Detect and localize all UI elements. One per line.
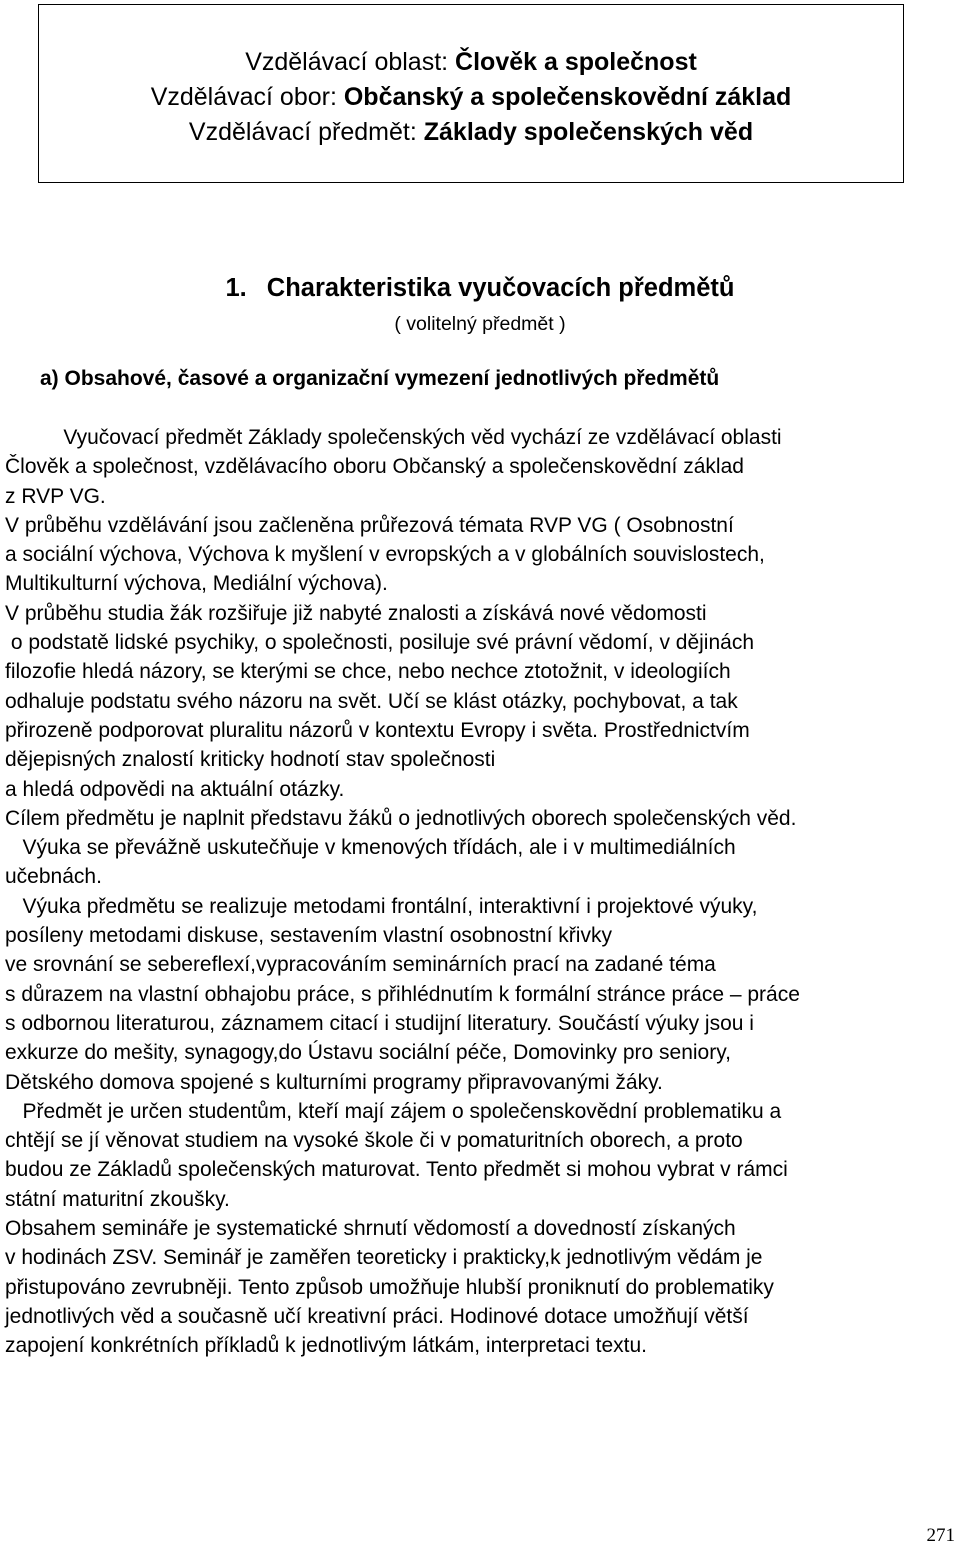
- body-line: ve srovnání se sebereflexí,vypracováním seminárních prací na zadané téma: [5, 953, 716, 977]
- body-text: [5, 423, 960, 1361]
- body-line: zapojení konkrétních příkladů k jednotlivým látkám, interpretaci textu.: [5, 1334, 647, 1358]
- header-box: [38, 4, 904, 183]
- page-number: 271: [926, 1525, 955, 1546]
- body-line: přistupováno zevrubněji. Tento způsob umožňuje hlubší proniknutí do problematiky: [5, 1275, 774, 1299]
- header-line-area: [39, 45, 903, 80]
- header-line-value: Člověk a společnost: [455, 48, 697, 76]
- body-line: jednotlivých věd a současně učí kreativní práci. Hodinové dotace umožňují větší: [5, 1304, 749, 1328]
- body-line: filozofie hledá názory, se kterými se chce, nebo nechce ztotožnit, v ideologiích: [5, 660, 731, 684]
- header-lines: [39, 45, 903, 150]
- body-line: Předmět je určen studentům, kteří mají zájem o společenskovědní problematiku a: [5, 1099, 782, 1123]
- body-line: V průběhu studia žák rozšiřuje již nabyté znalosti a získává nové vědomosti: [5, 601, 707, 625]
- body-line: v hodinách ZSV. Seminář je zaměřen teoreticky i prakticky,k jednotlivým vědám je: [5, 1246, 763, 1270]
- section-number: 1.: [225, 274, 247, 302]
- body-line: odhaluje podstatu svého názoru na svět. Učí se klást otázky, pochybovat, a tak: [5, 689, 738, 713]
- section-heading: [0, 271, 960, 305]
- body-line: chtějí se jí věnovat studiem na vysoké škole či v pomaturitních oborech, a proto: [5, 1129, 743, 1153]
- body-line: z RVP VG.: [5, 484, 106, 508]
- body-line: o podstatě lidské psychiky, o společnosti, posiluje své právní vědomí, v dějinách: [5, 631, 755, 655]
- header-line-subject: [39, 115, 903, 150]
- body-line: V průběhu vzdělávání jsou začleněna průřezová témata RVP VG ( Osobnostní: [5, 513, 734, 537]
- header-line-value: Základy společenských věd: [423, 118, 754, 146]
- body-line: Vyučovací předmět Základy společenských věd vychází ze vzdělávací oblasti: [5, 426, 782, 449]
- body-line: s odbornou literaturou, záznamem citací i studijní literatury. Součástí výuky jsou i: [5, 1011, 754, 1035]
- section-subheading: a) Obsahové, časové a organizační vymezení jednotlivých předmětů: [40, 367, 720, 390]
- body-line: budou ze Základů společenských maturovat. Tento předmět si mohou vybrat v rámci: [5, 1158, 788, 1182]
- body-line: Multikulturní výchova, Mediální výchova).: [5, 572, 388, 596]
- body-line: posíleny metodami diskuse, sestavením vlastní osobnostní křivky: [5, 924, 612, 948]
- body-line: exkurze do mešity, synagogy,do Ústavu sociální péče, Domovinky pro seniory,: [5, 1041, 731, 1065]
- body-line: Výuka se převážně uskutečňuje v kmenových třídách, ale i v multimediálních: [5, 836, 736, 860]
- body-line: s důrazem na vlastní obhajobu práce, s přihlédnutím k formální stránce práce – práce: [5, 982, 800, 1006]
- header-line-label: Vzdělávací předmět:: [188, 118, 424, 146]
- header-line-label: Vzdělávací obor:: [150, 83, 344, 111]
- body-line: a hledá odpovědi na aktuální otázky.: [5, 777, 345, 801]
- header-line-value: Občanský a společenskovědní základ: [343, 83, 792, 111]
- body-line: dějepisných znalostí kriticky hodnotí stav společnosti: [5, 748, 496, 772]
- header-line-label: Vzdělávací oblast:: [245, 48, 456, 76]
- body-line: Výuka předmětu se realizuje metodami frontální, interaktivní i projektové výuky,: [5, 894, 758, 918]
- body-line: přirozeně podporovat pluralitu názorů v kontextu Evropy i světa. Prostřednictvím: [5, 718, 750, 742]
- body-line: učebnách.: [5, 865, 102, 889]
- section-title: Charakteristika vyučovacích předmětů: [266, 274, 735, 302]
- body-line: Cílem předmětu je naplnit představu žáků o jednotlivých oborech společenských věd.: [5, 806, 797, 830]
- body-line: Člověk a společnost, vzdělávacího oboru Občanský a společenskovědní základ: [5, 455, 744, 479]
- header-line-field: [39, 80, 903, 115]
- section-subtitle: ( volitelný předmět ): [394, 313, 566, 335]
- body-line: Dětského domova spojené s kulturními programy připravovanými žáky.: [5, 1070, 663, 1094]
- body-line: Obsahem semináře je systematické shrnutí vědomostí a dovedností získaných: [5, 1217, 736, 1241]
- body-line: státní maturitní zkoušky.: [5, 1187, 230, 1211]
- body-line: a sociální výchova, Výchova k myšlení v evropských a v globálních souvislostech,: [5, 543, 765, 567]
